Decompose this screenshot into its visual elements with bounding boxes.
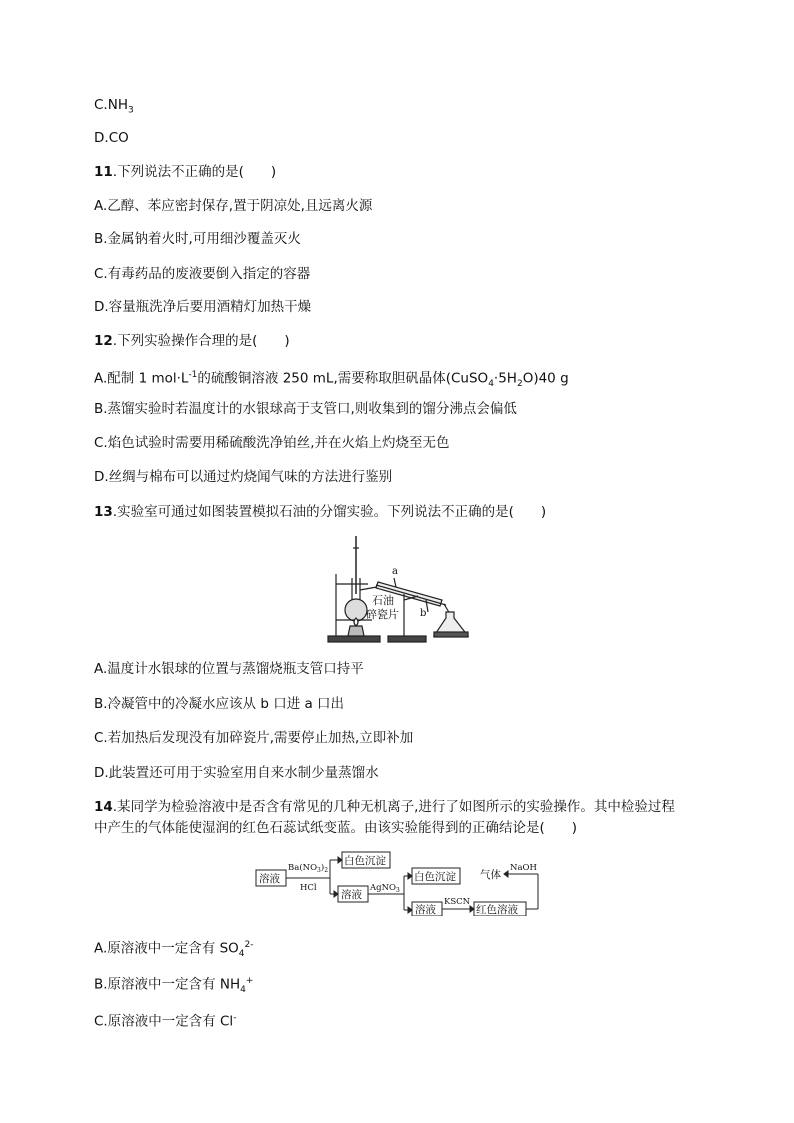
svg-text:KSCN: KSCN: [444, 897, 471, 907]
q13-option-d: D.此装置还可用于实验室用自来水制少量蒸馏水: [94, 765, 379, 781]
q11-option-d: D.容量瓶洗净后要用酒精灯加热干燥: [94, 299, 312, 315]
q12-option-a: A.配制 1 $mol\cdot L^{-1}$的硫酸铜溶液 250 mL,需要称取胆矾晶体$(CuSO_4\cdot 5H_2O)40$ g: [94, 370, 569, 390]
q11-option-c: C.有毒药品的废液要倒入指定的容器: [94, 266, 311, 282]
question-11-stem: 11.下列说法不正确的是( ): [94, 164, 277, 180]
q14-option-a: A.原溶液中一定含有 $SO_4^{2-}$: [94, 940, 254, 960]
q11-option-b: B.金属钠着火时,可用细沙覆盖灭火: [94, 231, 301, 247]
q13-option-b: B.冷凝管中的冷凝水应该从 b 口进 a 口出: [94, 696, 345, 712]
q13-option-a: A.温度计水银球的位置与蒸馏烧瓶支管口持平: [94, 661, 364, 677]
q12-option-c: C.焰色试验时需要用稀硫酸洗净铂丝,并在火焰上灼烧至无色: [94, 435, 450, 451]
svg-text:溶液: 溶液: [415, 904, 436, 916]
option-d-co: D.CO: [94, 130, 129, 146]
alcohol-lamp: [348, 626, 364, 636]
option-c-nh3: $C.NH_3$: [94, 97, 134, 116]
svg-text:NaOH: NaOH: [510, 863, 537, 873]
q12-option-d: D.丝绸与棉布可以通过灼烧闻气味的方法进行鉴别: [94, 469, 393, 485]
distillation-apparatus-figure: [322, 534, 476, 646]
label-a: a: [392, 566, 398, 577]
q14-option-b: B.原溶液中一定含有 $NH_4^+$: [94, 976, 254, 996]
svg-text:白色沉淀: 白色沉淀: [344, 855, 386, 867]
stand-base: [328, 636, 380, 642]
reagent-agno3: AgNO$_3$: [370, 883, 400, 894]
q12-option-b: B.蒸馏实验时若温度计的水银球高于支管口,则收集到的馏分沸点会偏低: [94, 401, 517, 417]
reagent-bano3-hcl: $Ba(NO_3)_2$: [288, 863, 329, 874]
label-b: b: [420, 608, 427, 619]
q13-option-c: C.若加热后发现没有加碎瓷片,需要停止加热,立即补加: [94, 730, 414, 746]
question-14-stem-line2: 中产生的气体能使湿润的红色石蕊试纸变蓝。由该实验能得到的正确结论是( ): [94, 820, 578, 836]
svg-text:红色溶液: 红色溶液: [476, 904, 518, 916]
question-13-stem: 13.实验室可通过如图装置模拟石油的分馏实验。下列说法不正确的是( ): [94, 504, 547, 520]
label-petroleum: 石油: [372, 594, 394, 607]
svg-text:溶液: 溶液: [341, 889, 362, 901]
svg-text:白色沉淀: 白色沉淀: [414, 871, 456, 883]
q11-option-a: A.乙醇、苯应密封保存,置于阴凉处,且远离火源: [94, 198, 373, 214]
svg-text:气体: 气体: [480, 869, 501, 881]
question-14-stem-line1: 14.某同学为检验溶液中是否含有常见的几种无机离子,进行了如图所示的实验操作。其中检验过程: [94, 799, 675, 815]
svg-text:溶液: 溶液: [259, 873, 280, 885]
ion-test-flow-diagram: [254, 850, 544, 916]
svg-text:HCl: HCl: [300, 883, 317, 893]
label-porcelain-chips: 碎瓷片: [366, 608, 399, 621]
q14-option-c: C.原溶液中一定含有 Cl-: [94, 1013, 237, 1030]
question-12-stem: 12.下列实验操作合理的是( ): [94, 333, 290, 349]
